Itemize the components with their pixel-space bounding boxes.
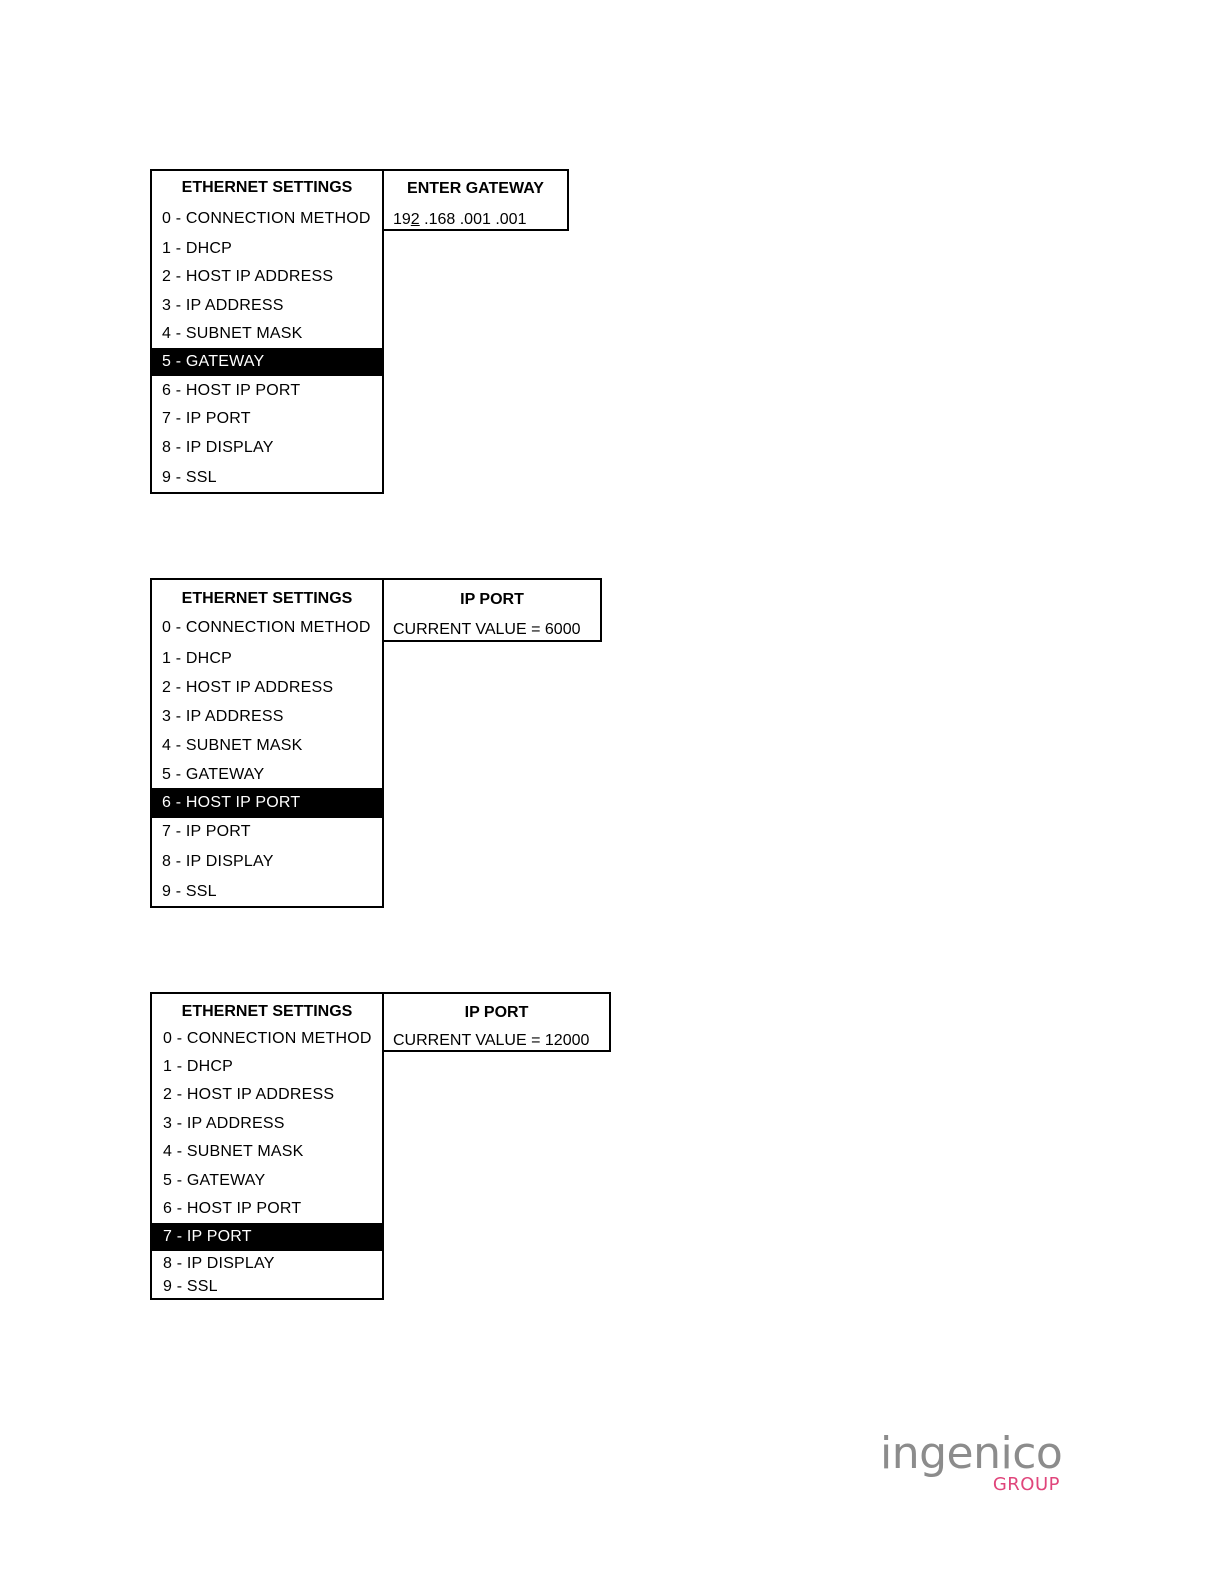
menu-item-connection-method[interactable]: 0 - CONNECTION METHOD bbox=[162, 210, 371, 227]
menu-item-ip-address[interactable]: 3 - IP ADDRESS bbox=[162, 708, 284, 725]
menu-item-ssl[interactable]: 9 - SSL bbox=[163, 1278, 218, 1295]
ingenico-group-logo bbox=[880, 1428, 1063, 1498]
menu-item-ip-port[interactable]: 7 - IP PORT bbox=[162, 823, 251, 840]
menu-item-connection-method[interactable]: 0 - CONNECTION METHOD bbox=[162, 619, 371, 636]
ethernet-settings-menu bbox=[150, 992, 384, 1300]
ip-port-panel bbox=[384, 992, 611, 1052]
menu-item-dhcp[interactable]: 1 - DHCP bbox=[162, 240, 233, 257]
gateway-entry-title: ENTER GATEWAY bbox=[407, 180, 544, 197]
menu-item-gateway[interactable]: 5 - GATEWAY bbox=[152, 348, 382, 376]
menu-item-gateway[interactable]: 5 - GATEWAY bbox=[162, 766, 265, 783]
menu-item-connection-method[interactable]: 0 - CONNECTION METHOD bbox=[163, 1030, 372, 1047]
menu-item-host-ip-address[interactable]: 2 - HOST IP ADDRESS bbox=[162, 268, 334, 285]
ethernet-settings-menu bbox=[150, 169, 384, 494]
menu-item-ip-address[interactable]: 3 - IP ADDRESS bbox=[163, 1115, 285, 1132]
menu-item-host-ip-port[interactable]: 6 - HOST IP PORT bbox=[163, 1200, 302, 1217]
menu-item-ip-display[interactable]: 8 - IP DISPLAY bbox=[162, 439, 274, 456]
logo-wordmark: ingenico bbox=[880, 1428, 1063, 1479]
menu-item-ssl[interactable]: 9 - SSL bbox=[162, 469, 217, 486]
menu-item-dhcp[interactable]: 1 - DHCP bbox=[162, 650, 233, 667]
menu-item-ssl[interactable]: 9 - SSL bbox=[162, 883, 217, 900]
ip-port-title: IP PORT bbox=[460, 591, 524, 608]
ip-port-current-value: CURRENT VALUE = 6000 bbox=[393, 621, 581, 638]
menu-item-ip-port[interactable]: 7 - IP PORT bbox=[152, 1223, 382, 1251]
menu-item-host-ip-port[interactable]: 6 - HOST IP PORT bbox=[152, 788, 382, 818]
ip-port-current-value: CURRENT VALUE = 12000 bbox=[393, 1032, 590, 1049]
ip-port-title: IP PORT bbox=[464, 1004, 529, 1021]
menu-title: ETHERNET SETTINGS bbox=[181, 590, 353, 607]
gateway-input-cursor-digit: 2 bbox=[410, 211, 420, 228]
menu-title: ETHERNET SETTINGS bbox=[181, 1003, 353, 1020]
menu-item-host-ip-port[interactable]: 6 - HOST IP PORT bbox=[162, 382, 301, 399]
gateway-input[interactable] bbox=[384, 210, 567, 230]
menu-item-subnet-mask[interactable]: 4 - SUBNET MASK bbox=[162, 737, 303, 754]
gateway-entry-panel bbox=[384, 169, 569, 231]
ethernet-settings-menu bbox=[150, 578, 384, 908]
menu-item-gateway[interactable]: 5 - GATEWAY bbox=[163, 1172, 266, 1189]
menu-item-ip-address[interactable]: 3 - IP ADDRESS bbox=[162, 297, 284, 314]
menu-item-ip-port[interactable]: 7 - IP PORT bbox=[162, 410, 251, 427]
menu-item-ip-display[interactable]: 8 - IP DISPLAY bbox=[163, 1255, 275, 1272]
logo-group-label: GROUP bbox=[992, 1474, 1060, 1495]
menu-item-subnet-mask[interactable]: 4 - SUBNET MASK bbox=[163, 1143, 304, 1160]
gateway-input-prefix: 19 bbox=[393, 211, 411, 228]
menu-title: ETHERNET SETTINGS bbox=[181, 179, 353, 196]
ip-port-panel bbox=[384, 578, 602, 642]
menu-item-ip-display[interactable]: 8 - IP DISPLAY bbox=[162, 853, 274, 870]
menu-item-host-ip-address[interactable]: 2 - HOST IP ADDRESS bbox=[162, 679, 334, 696]
menu-item-subnet-mask[interactable]: 4 - SUBNET MASK bbox=[162, 325, 303, 342]
gateway-input-suffix: .168 .001 .001 bbox=[419, 211, 527, 228]
menu-item-host-ip-address[interactable]: 2 - HOST IP ADDRESS bbox=[163, 1086, 335, 1103]
menu-item-dhcp[interactable]: 1 - DHCP bbox=[163, 1058, 234, 1075]
